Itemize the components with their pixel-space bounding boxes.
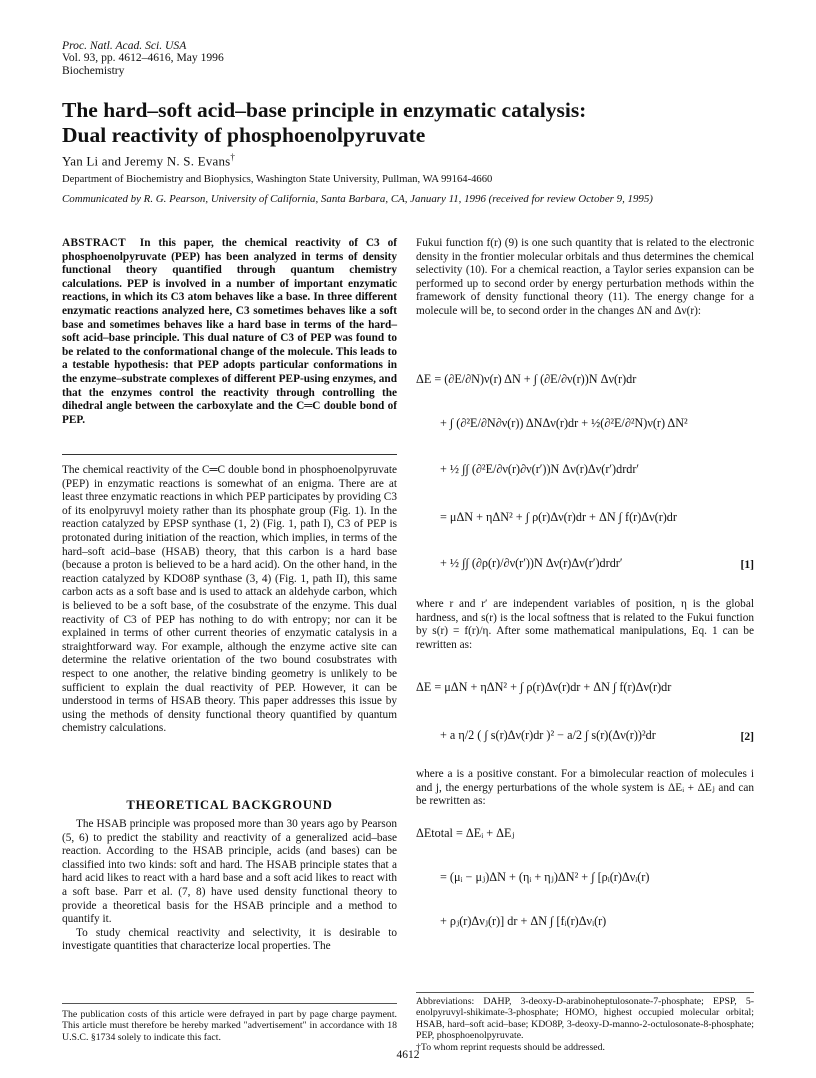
hsab-section — [62, 818, 397, 954]
equation-1-line-b: + ∫ (∂²E/∂N∂ν(r)) ΔNΔν(r)dr + ½(∂²E/∂²N)ν(r) ΔN² — [440, 416, 688, 430]
abstract-heading: ABSTRACT — [62, 237, 126, 249]
title-line-1: The hard–soft acid–base principle in enzymatic catalysis: — [62, 98, 587, 122]
equation-2-label: [2] — [740, 730, 754, 743]
article-title — [62, 98, 762, 148]
author-mark: † — [230, 152, 236, 162]
page-number: 4612 — [396, 1049, 420, 1061]
footnote-divider — [62, 1003, 397, 1004]
bimolecular-paragraph: where a is a positive constant. For a bimolecular reaction of molecules i and j, the energy perturbations of the whole system is ΔEᵢ + ΔEⱼ and can be rewritten as: — [416, 768, 754, 808]
equation-3-line-a: ΔEtotal = ΔEᵢ + ΔEⱼ — [416, 826, 515, 840]
equation-1-line-c: + ½ ∫∫ (∂²E/∂ν(r)∂ν(r′))N Δν(r)Δν(r′)drdr′ — [440, 462, 640, 476]
title-line-2: Dual reactivity of phosphoenolpyruvate — [62, 123, 426, 147]
affiliation: Department of Biochemistry and Biophysics, Washington State University, Pullman, WA 99164-4660 — [62, 174, 493, 185]
equation-3-line-c: + ρⱼ(r)Δνⱼ(r)] dr + ΔN ∫ [fᵢ(r)Δνᵢ(r) — [440, 914, 607, 928]
softness-paragraph: where r and r′ are independent variables of position, η is the global hardness, and s(r) is the local softness that is related to the Fukui function by s(r) = f(r)/η. After some mathematical manipulations, Eq. 1 can be rewritten as: — [416, 598, 754, 651]
hsab-paragraph-2: To study chemical reactivity and selectivity, it is desirable to investigate quantities that characterize local properties. The — [62, 926, 397, 953]
journal-section: Biochemistry — [62, 63, 125, 77]
intro-paragraph: The chemical reactivity of the C═C double bond in phosphoenolpyruvate (PEP) in enzymatic reactions is somewhat of an enigma. There are at least three enzymatic reactions in which PEP participates by providing C3 of its enolpyruvyl moiety rather than its phosphate group (Fig. 1). In the reaction catalyzed by EPSP synthase (1, 2) (Fig. 1, path I), C3 of PEP is protonated during initiation of the reaction, which implies, in terms of the hard–soft acid–base (HSAB) theory, that this carbon is a hard base (because a proton is believed to be a hard acid). On the other hand, in the reaction catalyzed by KDO8P synthase (3, 4) (Fig. 1, path II), this same carbon acts as a soft base and is used to attack an aldehyde carbon, which is believed to be a soft base, of the cosubstrate of the enzyme. This dual reactivity of C3 of PEP has nothing to do with entropy; nor can it be explained in terms of other current theories of enzymatic catalysis in a straightforward way. For example, although the enzyme active site can determine the relative orientation of the two bound cosubstrates with respect to one another, the relative binding geometry is unlikely to be sufficient to explain the dual reactivity of PEP. However, it can be understood in terms of HSAB theory. This paper addresses this issue by using the methods of density functional theory quantified by quantum chemistry calculations. — [62, 464, 397, 735]
communicated-by: Communicated by R. G. Pearson, University of California, Santa Barbara, CA, January 11, 1996 (received for review October 9, 1995) — [62, 193, 653, 205]
authors — [62, 152, 235, 169]
fukui-paragraph: Fukui function f(r) (9) is one such quantity that is related to the electronic density in the frontier molecular orbitals and thus determines the chemical selectivity (10). For a chemical reaction, a Taylor series expansion can be performed up to second order by energy perturbation methods within the framework of density functional theory (11). The energy change for a molecule will be, to second order in the changes ΔN and Δν(r): — [416, 237, 754, 317]
abbreviations-footnote — [416, 996, 754, 1053]
abstract — [62, 237, 397, 427]
equation-2-line-b: + a η/2 ( ∫ s(r)Δν(r)dr )² − a/2 ∫ s(r)(Δν(r))²dr — [440, 728, 656, 742]
equation-3-line-b: = (μᵢ − μⱼ)ΔN + (ηᵢ + ηⱼ)ΔN² + ∫ [ρᵢ(r)Δνᵢ(r) — [440, 870, 650, 884]
publication-footnote: The publication costs of this article were defrayed in part by page charge payment. This article must therefore be hereby marked "advertisement" in accordance with 18 U.S.C. §1734 solely to indicate this fact. — [62, 1009, 397, 1043]
hsab-paragraph-1: The HSAB principle was proposed more than 30 years ago by Pearson (5, 6) to predict the stability and reactivity of a generalized acid–base reaction. According to the HSAB principle, acids (and bases) can be classified into two kinds: soft and hard. The HSAB principle states that a hard acid likes to react with a hard base and a soft acid likes to react with a soft base. Parr et al. (7, 8) have used density functional theory to provide a theoretical basis for the HSAB principle and a method to quantify it. — [62, 818, 397, 926]
equation-1-line-d: = μΔN + ηΔN² + ∫ ρ(r)Δν(r)dr + ΔN ∫ f(r)Δν(r)dr — [440, 510, 677, 524]
abbreviations-text: Abbreviations: DAHP, 3-deoxy-D-arabinoheptulosonate-7-phosphate; EPSP, 5-enolpyruvyl-shikimate-3-phosphate; HOMO, highest occupied molecular orbital; HSAB, hard–soft acid–base; KDO8P, 3-deoxy-D-manno-2-octulosonate-8-phosphate; PEP, phosphoenolpyruvate. — [416, 996, 754, 1042]
abbreviations-divider — [416, 992, 754, 993]
equation-1-line-e: + ½ ∫∫ (∂ρ(r)/∂ν(r′))N Δν(r)Δν(r′)drdr′ — [440, 556, 623, 570]
equation-1-label: [1] — [740, 558, 754, 571]
equation-1-line-a: ΔE = (∂E/∂N)ν(r) ΔN + ∫ (∂E/∂ν(r))N Δν(r)dr — [416, 372, 637, 386]
reprint-note: †To whom reprint requests should be addressed. — [416, 1041, 605, 1053]
section-heading: THEORETICAL BACKGROUND — [126, 798, 333, 812]
author-names: Yan Li and Jeremy N. S. Evans — [62, 153, 231, 169]
journal-volume: Vol. 93, pp. 4612–4616, May 1996 — [62, 51, 224, 65]
abstract-divider — [62, 454, 397, 455]
journal-header — [62, 40, 224, 77]
journal-name: Proc. Natl. Acad. Sci. USA — [62, 39, 187, 52]
abstract-text: In this paper, the chemical reactivity of C3 of phosphoenolpyruvate (PEP) has been analyzed in terms of density functional theory quantified through quantum chemistry calculations. PEP is involved in a number of important enzymatic reactions, in which its C3 atom behaves like a base. In three different enzymatic reactions analyzed here, C3 sometimes behaves like a soft base and sometimes behaves like a hard base in terms of the hard–soft acid–base principle. This dual nature of C3 of PEP was found to be related to the conformational change of the molecule. This leads to a testable hypothesis: that PEP adopts particular conformations in the enzyme–substrate complexes of different PEP-using enzymes, and that the enzymes control the reactivity through controlling the dihedral angle between the carboxylate and the C═C double bond of PEP. — [62, 237, 397, 426]
equation-2-line-a: ΔE = μΔN + ηΔN² + ∫ ρ(r)Δν(r)dr + ΔN ∫ f(r)Δν(r)dr — [416, 680, 672, 694]
